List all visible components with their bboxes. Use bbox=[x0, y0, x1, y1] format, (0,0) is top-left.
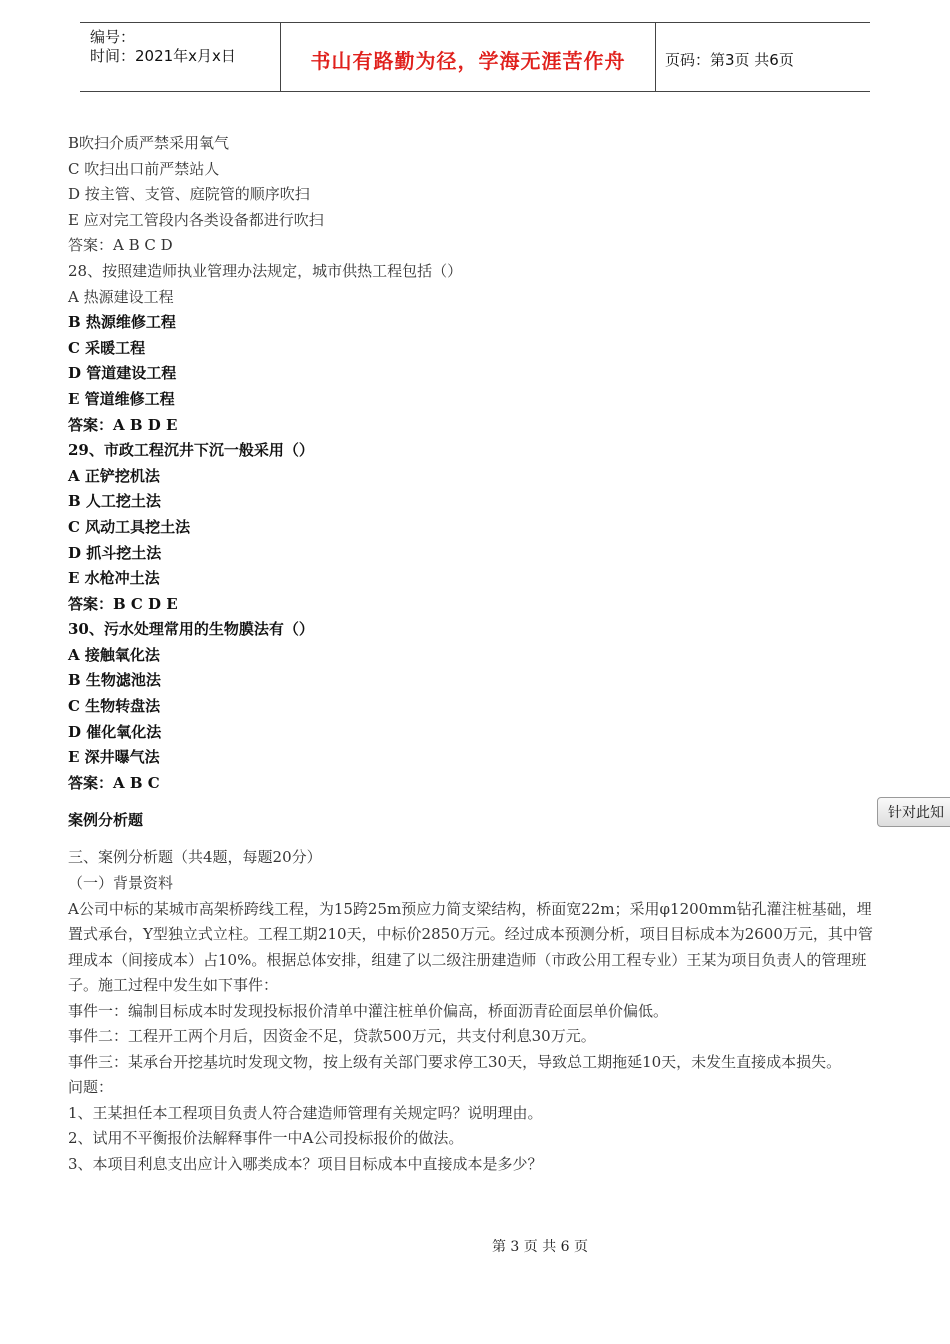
option-line: E 管道维修工程 bbox=[68, 389, 175, 408]
case-background: A公司中标的某城市高架桥跨线工程，为15跨25m预应力简支梁结构，桥面宽22m；采用φ1200mm钻孔灌注桩基础，埋置式承台，Y型独立式立柱。工程工期210天，中标价2850万元。经过成本预测分析，项目目标成本为2600万元，其中管理成本（间接成本）占10%。根据总体安排，组建了以二级注册建造师（市政公用工程专业）王某为项目负责人的管理班子。施工过程中发生如下事件： bbox=[68, 899, 873, 995]
option-line: C 风动工具挖土法 bbox=[68, 517, 191, 536]
document-body bbox=[68, 131, 878, 1177]
option-line: D 催化氧化法 bbox=[68, 722, 162, 741]
page-header bbox=[80, 22, 870, 92]
text-line: D 按主管、支管、庭院管的顺序吹扫 bbox=[68, 185, 310, 204]
answer-line: 答案：B C D E bbox=[68, 594, 178, 613]
text-line: C 吹扫出口前严禁站人 bbox=[68, 159, 220, 178]
case-subheading: （一）背景资料 bbox=[68, 874, 174, 893]
case-event-2: 事件二：工程开工两个月后，因资金不足，贷款500万元，共支付利息30万元。 bbox=[68, 1027, 596, 1046]
header-center-cell bbox=[280, 23, 656, 91]
option-line: B 人工挖土法 bbox=[68, 492, 161, 511]
answer-line: 答案：A B C D bbox=[68, 236, 173, 255]
option-line: D 管道建设工程 bbox=[68, 364, 177, 383]
question-line: 28、按照建造师执业管理办法规定，城市供热工程包括（） bbox=[68, 261, 463, 280]
floating-feedback-button[interactable]: 针对此知 bbox=[877, 797, 950, 827]
case-event-1: 事件一：编制目标成本时发现投标报价清单中灌注桩单价偏高，桥面沥青砼面层单价偏低。 bbox=[68, 1001, 669, 1020]
page-footer: 第 3 页 共 6 页 bbox=[491, 1239, 589, 1255]
question-line: 29、市政工程沉井下沉一般采用（） bbox=[68, 441, 314, 460]
document-time: 时间：2021年x月x日 bbox=[90, 47, 236, 65]
option-line: C 采暖工程 bbox=[68, 338, 146, 357]
option-line: D 抓斗挖土法 bbox=[68, 543, 162, 562]
option-line: C 生物转盘法 bbox=[68, 697, 161, 716]
answer-line: 答案：A B D E bbox=[68, 415, 178, 434]
section-title: 案例分析题 bbox=[68, 811, 144, 830]
header-motto: 书山有路勤为径，学海无涯苦作舟 bbox=[310, 49, 626, 73]
question-3: 3、本项目利息支出应计入哪类成本？项目目标成本中直接成本是多少？ bbox=[68, 1154, 543, 1173]
header-right-cell bbox=[655, 23, 870, 91]
header-page-number: 页码：第3页 共6页 bbox=[665, 51, 794, 69]
option-line: A 热源建设工程 bbox=[68, 287, 174, 306]
case-event-3: 事件三：某承台开挖基坑时发现文物，按上级有关部门要求停工30天，导致总工期拖延10天，未发生直接成本损失。 bbox=[68, 1052, 842, 1071]
option-line: E 深井曝气法 bbox=[68, 748, 160, 767]
text-line: B吹扫介质严禁采用氧气 bbox=[68, 134, 230, 152]
option-line: A 接触氧化法 bbox=[68, 645, 160, 664]
option-line: E 水枪冲土法 bbox=[68, 569, 160, 588]
option-line: A 正铲挖机法 bbox=[68, 466, 160, 485]
document-number: 编号： bbox=[90, 28, 136, 46]
question-2: 2、试用不平衡报价法解释事件一中A公司投标报价的做法。 bbox=[68, 1129, 464, 1148]
questions-label: 问题： bbox=[68, 1078, 114, 1097]
question-1: 1、王某担任本工程项目负责人符合建造师管理有关规定吗？说明理由。 bbox=[68, 1103, 543, 1122]
option-line: B 热源维修工程 bbox=[68, 313, 176, 332]
text-line: E 应对完工管段内各类设备都进行吹扫 bbox=[68, 210, 324, 229]
option-line: B 生物滤池法 bbox=[68, 671, 161, 690]
case-heading: 三、案例分析题（共4题，每题20分） bbox=[68, 848, 322, 867]
answer-line: 答案：A B C bbox=[68, 773, 160, 792]
question-line: 30、污水处理常用的生物膜法有（） bbox=[68, 620, 314, 639]
header-left-cell bbox=[80, 23, 280, 91]
